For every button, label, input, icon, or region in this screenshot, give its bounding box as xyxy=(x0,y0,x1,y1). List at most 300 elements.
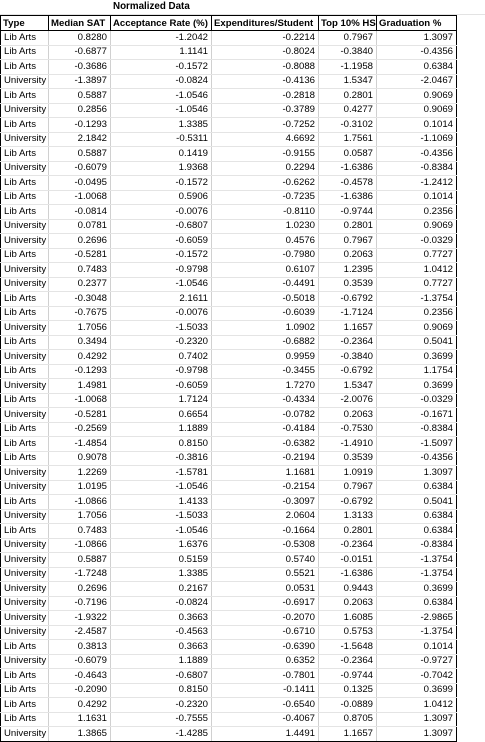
cell-graduation[interactable]: -0.0329 xyxy=(377,393,457,408)
cell-expenditures-student[interactable]: 0.9959 xyxy=(212,350,319,365)
header-graduation[interactable]: Graduation % xyxy=(377,16,457,31)
cell-median-sat[interactable]: 0.0781 xyxy=(49,219,111,234)
cell-expenditures-student[interactable]: -0.7252 xyxy=(212,118,319,133)
cell-top-10-hs[interactable]: 0.4277 xyxy=(319,103,377,118)
cell-type[interactable]: Lib Arts xyxy=(1,712,49,727)
cell-acceptance-rate[interactable]: 0.5159 xyxy=(111,553,212,568)
cell-expenditures-student[interactable]: -0.2194 xyxy=(212,451,319,466)
cell-type[interactable]: University xyxy=(1,567,49,582)
cell-type[interactable]: University xyxy=(1,263,49,278)
cell-top-10-hs[interactable]: 1.0919 xyxy=(319,466,377,481)
cell-type[interactable]: University xyxy=(1,161,49,176)
cell-median-sat[interactable]: -0.5281 xyxy=(49,248,111,263)
cell-expenditures-student[interactable]: -0.1411 xyxy=(212,683,319,698)
cell-expenditures-student[interactable]: 0.2294 xyxy=(212,161,319,176)
cell-type[interactable]: Lib Arts xyxy=(1,60,49,75)
cell-median-sat[interactable]: 0.2856 xyxy=(49,103,111,118)
cell-graduation[interactable]: 0.2356 xyxy=(377,306,457,321)
cell-graduation[interactable]: 0.9069 xyxy=(377,219,457,234)
cell-acceptance-rate[interactable]: -1.5033 xyxy=(111,509,212,524)
cell-median-sat[interactable]: 0.9078 xyxy=(49,451,111,466)
cell-acceptance-rate[interactable]: 0.3663 xyxy=(111,611,212,626)
cell-type[interactable]: University xyxy=(1,538,49,553)
cell-top-10-hs[interactable]: -0.2364 xyxy=(319,335,377,350)
cell-acceptance-rate[interactable]: -0.1572 xyxy=(111,176,212,191)
cell-type[interactable]: University xyxy=(1,379,49,394)
cell-expenditures-student[interactable]: -0.1664 xyxy=(212,524,319,539)
cell-type[interactable]: Lib Arts xyxy=(1,45,49,60)
cell-acceptance-rate[interactable]: -0.6059 xyxy=(111,379,212,394)
cell-median-sat[interactable]: 0.8280 xyxy=(49,31,111,46)
cell-type[interactable]: Lib Arts xyxy=(1,698,49,713)
cell-expenditures-student[interactable]: -0.6390 xyxy=(212,640,319,655)
cell-expenditures-student[interactable]: -0.7801 xyxy=(212,669,319,684)
cell-expenditures-student[interactable]: -0.6262 xyxy=(212,176,319,191)
cell-median-sat[interactable]: 0.5887 xyxy=(49,147,111,162)
cell-top-10-hs[interactable]: -0.9744 xyxy=(319,205,377,220)
cell-type[interactable]: Lib Arts xyxy=(1,495,49,510)
cell-graduation[interactable]: 0.2356 xyxy=(377,205,457,220)
cell-acceptance-rate[interactable]: -0.4563 xyxy=(111,625,212,640)
header-median-sat[interactable]: Median SAT xyxy=(49,16,111,31)
cell-expenditures-student[interactable]: 0.5740 xyxy=(212,553,319,568)
cell-acceptance-rate[interactable]: -0.6807 xyxy=(111,669,212,684)
cell-median-sat[interactable]: 1.7056 xyxy=(49,509,111,524)
cell-graduation[interactable]: -0.8384 xyxy=(377,538,457,553)
cell-median-sat[interactable]: 0.2377 xyxy=(49,277,111,292)
cell-median-sat[interactable]: -0.6877 xyxy=(49,45,111,60)
cell-top-10-hs[interactable]: 0.1325 xyxy=(319,683,377,698)
cell-top-10-hs[interactable]: -1.5648 xyxy=(319,640,377,655)
cell-expenditures-student[interactable]: -0.9155 xyxy=(212,147,319,162)
cell-median-sat[interactable]: -0.6079 xyxy=(49,161,111,176)
cell-acceptance-rate[interactable]: -0.3816 xyxy=(111,451,212,466)
cell-type[interactable]: University xyxy=(1,408,49,423)
cell-top-10-hs[interactable]: 0.7967 xyxy=(319,480,377,495)
cell-median-sat[interactable]: -0.3048 xyxy=(49,292,111,307)
cell-acceptance-rate[interactable]: -1.5781 xyxy=(111,466,212,481)
cell-acceptance-rate[interactable]: -0.0824 xyxy=(111,74,212,89)
cell-type[interactable]: Lib Arts xyxy=(1,306,49,321)
cell-acceptance-rate[interactable]: 0.1419 xyxy=(111,147,212,162)
cell-top-10-hs[interactable]: 0.9443 xyxy=(319,582,377,597)
cell-type[interactable]: University xyxy=(1,654,49,669)
cell-acceptance-rate[interactable]: 0.8150 xyxy=(111,683,212,698)
cell-expenditures-student[interactable]: -0.6039 xyxy=(212,306,319,321)
cell-type[interactable]: Lib Arts xyxy=(1,190,49,205)
cell-type[interactable]: Lib Arts xyxy=(1,669,49,684)
cell-top-10-hs[interactable]: 0.2063 xyxy=(319,408,377,423)
cell-median-sat[interactable]: 0.5887 xyxy=(49,553,111,568)
cell-median-sat[interactable]: -0.3686 xyxy=(49,60,111,75)
header-expenditures-student[interactable]: Expenditures/Student xyxy=(212,16,319,31)
cell-expenditures-student[interactable]: 1.0230 xyxy=(212,219,319,234)
cell-expenditures-student[interactable]: 0.6352 xyxy=(212,654,319,669)
cell-type[interactable]: University xyxy=(1,582,49,597)
cell-acceptance-rate[interactable]: 0.7402 xyxy=(111,350,212,365)
cell-acceptance-rate[interactable]: -1.2042 xyxy=(111,31,212,46)
cell-expenditures-student[interactable]: -0.8024 xyxy=(212,45,319,60)
cell-graduation[interactable]: -2.0467 xyxy=(377,74,457,89)
cell-expenditures-student[interactable]: -0.4184 xyxy=(212,422,319,437)
cell-acceptance-rate[interactable]: -0.2320 xyxy=(111,335,212,350)
cell-expenditures-student[interactable]: -0.3097 xyxy=(212,495,319,510)
cell-acceptance-rate[interactable]: 1.7124 xyxy=(111,393,212,408)
cell-expenditures-student[interactable]: 0.6107 xyxy=(212,263,319,278)
cell-acceptance-rate[interactable]: -0.0076 xyxy=(111,306,212,321)
cell-graduation[interactable]: 0.9069 xyxy=(377,321,457,336)
cell-graduation[interactable]: 0.3699 xyxy=(377,582,457,597)
cell-top-10-hs[interactable]: -0.0889 xyxy=(319,698,377,713)
cell-expenditures-student[interactable]: -0.6710 xyxy=(212,625,319,640)
cell-type[interactable]: University xyxy=(1,625,49,640)
cell-graduation[interactable]: 0.1014 xyxy=(377,640,457,655)
cell-median-sat[interactable]: 0.4292 xyxy=(49,698,111,713)
cell-graduation[interactable]: -0.4356 xyxy=(377,451,457,466)
cell-graduation[interactable]: -1.3754 xyxy=(377,625,457,640)
cell-median-sat[interactable]: -1.0068 xyxy=(49,393,111,408)
cell-type[interactable]: University xyxy=(1,596,49,611)
cell-top-10-hs[interactable]: 0.7967 xyxy=(319,31,377,46)
cell-median-sat[interactable]: -0.6079 xyxy=(49,654,111,669)
cell-graduation[interactable]: 0.7727 xyxy=(377,277,457,292)
cell-acceptance-rate[interactable]: -1.0546 xyxy=(111,524,212,539)
cell-top-10-hs[interactable]: 0.2801 xyxy=(319,219,377,234)
cell-expenditures-student[interactable]: 1.0902 xyxy=(212,321,319,336)
cell-acceptance-rate[interactable]: 0.5906 xyxy=(111,190,212,205)
cell-acceptance-rate[interactable]: 1.9368 xyxy=(111,161,212,176)
cell-graduation[interactable]: 0.5041 xyxy=(377,495,457,510)
cell-median-sat[interactable]: 0.7483 xyxy=(49,263,111,278)
cell-top-10-hs[interactable]: -0.6792 xyxy=(319,292,377,307)
cell-acceptance-rate[interactable]: -0.6059 xyxy=(111,234,212,249)
cell-acceptance-rate[interactable]: -0.9798 xyxy=(111,263,212,278)
cell-median-sat[interactable]: -0.4643 xyxy=(49,669,111,684)
cell-acceptance-rate[interactable]: -0.1572 xyxy=(111,248,212,263)
cell-graduation[interactable]: -0.1671 xyxy=(377,408,457,423)
cell-expenditures-student[interactable]: -0.2214 xyxy=(212,31,319,46)
cell-acceptance-rate[interactable]: 1.4133 xyxy=(111,495,212,510)
cell-median-sat[interactable]: -2.4587 xyxy=(49,625,111,640)
cell-top-10-hs[interactable]: -1.1958 xyxy=(319,60,377,75)
cell-type[interactable]: University xyxy=(1,350,49,365)
cell-top-10-hs[interactable]: -0.2364 xyxy=(319,538,377,553)
cell-median-sat[interactable]: -1.0866 xyxy=(49,495,111,510)
cell-expenditures-student[interactable]: 0.4576 xyxy=(212,234,319,249)
cell-acceptance-rate[interactable]: -1.5033 xyxy=(111,321,212,336)
cell-acceptance-rate[interactable]: 0.2167 xyxy=(111,582,212,597)
cell-graduation[interactable]: 1.3097 xyxy=(377,712,457,727)
cell-type[interactable]: Lib Arts xyxy=(1,248,49,263)
cell-graduation[interactable]: 1.3097 xyxy=(377,31,457,46)
cell-top-10-hs[interactable]: 0.7967 xyxy=(319,234,377,249)
cell-top-10-hs[interactable]: -0.2364 xyxy=(319,654,377,669)
cell-top-10-hs[interactable]: 1.5347 xyxy=(319,379,377,394)
cell-median-sat[interactable]: 0.5887 xyxy=(49,89,111,104)
cell-graduation[interactable]: 0.6384 xyxy=(377,596,457,611)
cell-graduation[interactable]: -0.4356 xyxy=(377,147,457,162)
cell-acceptance-rate[interactable]: 1.3385 xyxy=(111,118,212,133)
cell-graduation[interactable]: 0.7727 xyxy=(377,248,457,263)
cell-type[interactable]: University xyxy=(1,219,49,234)
cell-type[interactable]: University xyxy=(1,466,49,481)
cell-acceptance-rate[interactable]: -0.5311 xyxy=(111,132,212,147)
cell-top-10-hs[interactable]: -0.9744 xyxy=(319,669,377,684)
cell-type[interactable]: University xyxy=(1,321,49,336)
cell-type[interactable]: Lib Arts xyxy=(1,205,49,220)
cell-type[interactable]: Lib Arts xyxy=(1,176,49,191)
cell-expenditures-student[interactable]: -0.6917 xyxy=(212,596,319,611)
cell-median-sat[interactable]: 1.2269 xyxy=(49,466,111,481)
cell-acceptance-rate[interactable]: -0.7555 xyxy=(111,712,212,727)
cell-graduation[interactable]: 0.6384 xyxy=(377,524,457,539)
cell-top-10-hs[interactable]: -2.0076 xyxy=(319,393,377,408)
cell-expenditures-student[interactable]: 0.5521 xyxy=(212,567,319,582)
cell-graduation[interactable]: 0.9069 xyxy=(377,89,457,104)
cell-top-10-hs[interactable]: -1.6386 xyxy=(319,567,377,582)
cell-median-sat[interactable]: -1.0068 xyxy=(49,190,111,205)
cell-top-10-hs[interactable]: -0.4578 xyxy=(319,176,377,191)
cell-expenditures-student[interactable]: -0.3789 xyxy=(212,103,319,118)
cell-graduation[interactable]: 1.0412 xyxy=(377,698,457,713)
cell-median-sat[interactable]: 2.1842 xyxy=(49,132,111,147)
cell-top-10-hs[interactable]: 0.0587 xyxy=(319,147,377,162)
cell-type[interactable]: Lib Arts xyxy=(1,524,49,539)
cell-top-10-hs[interactable]: 0.2801 xyxy=(319,89,377,104)
cell-top-10-hs[interactable]: -0.7530 xyxy=(319,422,377,437)
cell-median-sat[interactable]: -1.9322 xyxy=(49,611,111,626)
cell-graduation[interactable]: -2.9865 xyxy=(377,611,457,626)
cell-median-sat[interactable]: -0.2090 xyxy=(49,683,111,698)
cell-median-sat[interactable]: -0.2569 xyxy=(49,422,111,437)
cell-median-sat[interactable]: -0.0495 xyxy=(49,176,111,191)
cell-top-10-hs[interactable]: -1.6386 xyxy=(319,161,377,176)
cell-median-sat[interactable]: 0.3813 xyxy=(49,640,111,655)
cell-expenditures-student[interactable]: -0.2154 xyxy=(212,480,319,495)
cell-top-10-hs[interactable]: 1.1657 xyxy=(319,727,377,742)
cell-graduation[interactable]: 0.3699 xyxy=(377,350,457,365)
cell-graduation[interactable]: 0.5041 xyxy=(377,335,457,350)
cell-graduation[interactable]: 0.6384 xyxy=(377,480,457,495)
cell-graduation[interactable]: 0.6384 xyxy=(377,60,457,75)
cell-expenditures-student[interactable]: 1.7270 xyxy=(212,379,319,394)
cell-acceptance-rate[interactable]: -0.2320 xyxy=(111,698,212,713)
cell-graduation[interactable]: -0.8384 xyxy=(377,161,457,176)
cell-expenditures-student[interactable]: 2.0604 xyxy=(212,509,319,524)
cell-top-10-hs[interactable]: 1.6085 xyxy=(319,611,377,626)
cell-type[interactable]: University xyxy=(1,509,49,524)
cell-type[interactable]: Lib Arts xyxy=(1,422,49,437)
cell-expenditures-student[interactable]: -0.4334 xyxy=(212,393,319,408)
cell-median-sat[interactable]: 0.7483 xyxy=(49,524,111,539)
cell-top-10-hs[interactable]: 0.2063 xyxy=(319,596,377,611)
cell-median-sat[interactable]: -0.7675 xyxy=(49,306,111,321)
cell-type[interactable]: University xyxy=(1,103,49,118)
cell-acceptance-rate[interactable]: -1.0546 xyxy=(111,480,212,495)
cell-type[interactable]: University xyxy=(1,132,49,147)
cell-expenditures-student[interactable]: 4.6692 xyxy=(212,132,319,147)
cell-graduation[interactable]: 1.0412 xyxy=(377,263,457,278)
cell-top-10-hs[interactable]: 0.3539 xyxy=(319,277,377,292)
cell-acceptance-rate[interactable]: -1.0546 xyxy=(111,277,212,292)
cell-type[interactable]: Lib Arts xyxy=(1,335,49,350)
cell-type[interactable]: University xyxy=(1,727,49,742)
cell-top-10-hs[interactable]: -0.0151 xyxy=(319,553,377,568)
cell-expenditures-student[interactable]: -0.6882 xyxy=(212,335,319,350)
cell-acceptance-rate[interactable]: 1.3385 xyxy=(111,567,212,582)
cell-graduation[interactable]: 1.1754 xyxy=(377,364,457,379)
cell-graduation[interactable]: -1.3754 xyxy=(377,567,457,582)
cell-type[interactable]: Lib Arts xyxy=(1,147,49,162)
cell-expenditures-student[interactable]: -0.5308 xyxy=(212,538,319,553)
cell-median-sat[interactable]: -0.1293 xyxy=(49,364,111,379)
cell-expenditures-student[interactable]: -0.6382 xyxy=(212,437,319,452)
cell-acceptance-rate[interactable]: 1.6376 xyxy=(111,538,212,553)
cell-type[interactable]: Lib Arts xyxy=(1,451,49,466)
cell-type[interactable]: Lib Arts xyxy=(1,393,49,408)
cell-type[interactable]: University xyxy=(1,553,49,568)
cell-type[interactable]: Lib Arts xyxy=(1,683,49,698)
cell-acceptance-rate[interactable]: 0.8150 xyxy=(111,437,212,452)
cell-expenditures-student[interactable]: -0.8088 xyxy=(212,60,319,75)
cell-median-sat[interactable]: 0.4292 xyxy=(49,350,111,365)
cell-median-sat[interactable]: -0.1293 xyxy=(49,118,111,133)
cell-acceptance-rate[interactable]: 1.1889 xyxy=(111,422,212,437)
header-acceptance-rate[interactable]: Acceptance Rate (%) xyxy=(111,16,212,31)
cell-graduation[interactable]: 1.3097 xyxy=(377,466,457,481)
cell-top-10-hs[interactable]: 0.2801 xyxy=(319,524,377,539)
cell-top-10-hs[interactable]: -0.6792 xyxy=(319,364,377,379)
cell-median-sat[interactable]: -0.0814 xyxy=(49,205,111,220)
cell-median-sat[interactable]: -1.3897 xyxy=(49,74,111,89)
cell-top-10-hs[interactable]: -1.7124 xyxy=(319,306,377,321)
cell-acceptance-rate[interactable]: -0.0824 xyxy=(111,596,212,611)
cell-median-sat[interactable]: -1.4854 xyxy=(49,437,111,452)
cell-top-10-hs[interactable]: 1.7561 xyxy=(319,132,377,147)
cell-type[interactable]: Lib Arts xyxy=(1,437,49,452)
cell-median-sat[interactable]: -1.0866 xyxy=(49,538,111,553)
cell-type[interactable]: Lib Arts xyxy=(1,118,49,133)
cell-top-10-hs[interactable]: -0.3840 xyxy=(319,45,377,60)
cell-graduation[interactable]: -1.1069 xyxy=(377,132,457,147)
header-top-10-hs[interactable]: Top 10% HS xyxy=(319,16,377,31)
cell-graduation[interactable]: 0.6384 xyxy=(377,509,457,524)
cell-median-sat[interactable]: 1.0195 xyxy=(49,480,111,495)
cell-type[interactable]: University xyxy=(1,277,49,292)
cell-median-sat[interactable]: -1.7248 xyxy=(49,567,111,582)
cell-acceptance-rate[interactable]: -0.1572 xyxy=(111,60,212,75)
cell-top-10-hs[interactable]: -1.4910 xyxy=(319,437,377,452)
cell-expenditures-student[interactable]: -0.7980 xyxy=(212,248,319,263)
cell-top-10-hs[interactable]: 0.5753 xyxy=(319,625,377,640)
cell-graduation[interactable]: 0.1014 xyxy=(377,118,457,133)
cell-median-sat[interactable]: -0.5281 xyxy=(49,408,111,423)
cell-median-sat[interactable]: 0.2696 xyxy=(49,582,111,597)
cell-expenditures-student[interactable]: -0.2070 xyxy=(212,611,319,626)
cell-type[interactable]: Lib Arts xyxy=(1,292,49,307)
cell-expenditures-student[interactable]: -0.4491 xyxy=(212,277,319,292)
cell-type[interactable]: University xyxy=(1,611,49,626)
cell-expenditures-student[interactable]: 1.4491 xyxy=(212,727,319,742)
cell-graduation[interactable]: -0.0329 xyxy=(377,234,457,249)
cell-acceptance-rate[interactable]: 2.1611 xyxy=(111,292,212,307)
cell-expenditures-student[interactable]: -0.4067 xyxy=(212,712,319,727)
cell-graduation[interactable]: 1.3097 xyxy=(377,727,457,742)
cell-graduation[interactable]: -0.8384 xyxy=(377,422,457,437)
cell-top-10-hs[interactable]: 1.3133 xyxy=(319,509,377,524)
cell-median-sat[interactable]: -0.7196 xyxy=(49,596,111,611)
cell-top-10-hs[interactable]: 1.5347 xyxy=(319,74,377,89)
cell-median-sat[interactable]: 1.7056 xyxy=(49,321,111,336)
cell-graduation[interactable]: -0.7042 xyxy=(377,669,457,684)
cell-expenditures-student[interactable]: -0.6540 xyxy=(212,698,319,713)
cell-expenditures-student[interactable]: -0.0782 xyxy=(212,408,319,423)
cell-type[interactable]: Lib Arts xyxy=(1,89,49,104)
cell-type[interactable]: Lib Arts xyxy=(1,640,49,655)
cell-acceptance-rate[interactable]: -1.0546 xyxy=(111,103,212,118)
cell-expenditures-student[interactable]: -0.5018 xyxy=(212,292,319,307)
cell-type[interactable]: University xyxy=(1,480,49,495)
cell-expenditures-student[interactable]: -0.2818 xyxy=(212,89,319,104)
cell-graduation[interactable]: -0.9727 xyxy=(377,654,457,669)
cell-acceptance-rate[interactable]: -1.0546 xyxy=(111,89,212,104)
cell-graduation[interactable]: -1.3754 xyxy=(377,292,457,307)
cell-median-sat[interactable]: 1.1631 xyxy=(49,712,111,727)
cell-acceptance-rate[interactable]: 0.6654 xyxy=(111,408,212,423)
cell-acceptance-rate[interactable]: 1.1889 xyxy=(111,654,212,669)
cell-top-10-hs[interactable]: -0.6792 xyxy=(319,495,377,510)
cell-top-10-hs[interactable]: -0.3840 xyxy=(319,350,377,365)
cell-graduation[interactable]: -1.5097 xyxy=(377,437,457,452)
cell-median-sat[interactable]: 1.3865 xyxy=(49,727,111,742)
cell-expenditures-student[interactable]: -0.8110 xyxy=(212,205,319,220)
cell-acceptance-rate[interactable]: -0.9798 xyxy=(111,364,212,379)
cell-median-sat[interactable]: 0.3494 xyxy=(49,335,111,350)
header-type[interactable]: Type xyxy=(1,16,49,31)
cell-type[interactable]: Lib Arts xyxy=(1,364,49,379)
cell-median-sat[interactable]: 0.2696 xyxy=(49,234,111,249)
cell-expenditures-student[interactable]: -0.7235 xyxy=(212,190,319,205)
cell-acceptance-rate[interactable]: -0.0076 xyxy=(111,205,212,220)
cell-top-10-hs[interactable]: 0.3539 xyxy=(319,451,377,466)
cell-acceptance-rate[interactable]: 1.1141 xyxy=(111,45,212,60)
cell-graduation[interactable]: 0.3699 xyxy=(377,379,457,394)
cell-expenditures-student[interactable]: 0.0531 xyxy=(212,582,319,597)
cell-top-10-hs[interactable]: -0.3102 xyxy=(319,118,377,133)
cell-graduation[interactable]: -0.4356 xyxy=(377,45,457,60)
cell-type[interactable]: University xyxy=(1,234,49,249)
cell-top-10-hs[interactable]: 0.2063 xyxy=(319,248,377,263)
cell-type[interactable]: University xyxy=(1,74,49,89)
cell-graduation[interactable]: -1.2412 xyxy=(377,176,457,191)
cell-top-10-hs[interactable]: -1.6386 xyxy=(319,190,377,205)
cell-top-10-hs[interactable]: 1.1657 xyxy=(319,321,377,336)
cell-top-10-hs[interactable]: 0.8705 xyxy=(319,712,377,727)
cell-expenditures-student[interactable]: 1.1681 xyxy=(212,466,319,481)
cell-acceptance-rate[interactable]: 0.3663 xyxy=(111,640,212,655)
cell-type[interactable]: Lib Arts xyxy=(1,31,49,46)
cell-acceptance-rate[interactable]: -0.6807 xyxy=(111,219,212,234)
cell-acceptance-rate[interactable]: -1.4285 xyxy=(111,727,212,742)
cell-median-sat[interactable]: 1.4981 xyxy=(49,379,111,394)
cell-expenditures-student[interactable]: -0.4136 xyxy=(212,74,319,89)
cell-expenditures-student[interactable]: -0.3455 xyxy=(212,364,319,379)
cell-graduation[interactable]: 0.9069 xyxy=(377,103,457,118)
cell-graduation[interactable]: -1.3754 xyxy=(377,553,457,568)
cell-graduation[interactable]: 0.3699 xyxy=(377,683,457,698)
cell-top-10-hs[interactable]: 1.2395 xyxy=(319,263,377,278)
cell-graduation[interactable]: 0.1014 xyxy=(377,190,457,205)
